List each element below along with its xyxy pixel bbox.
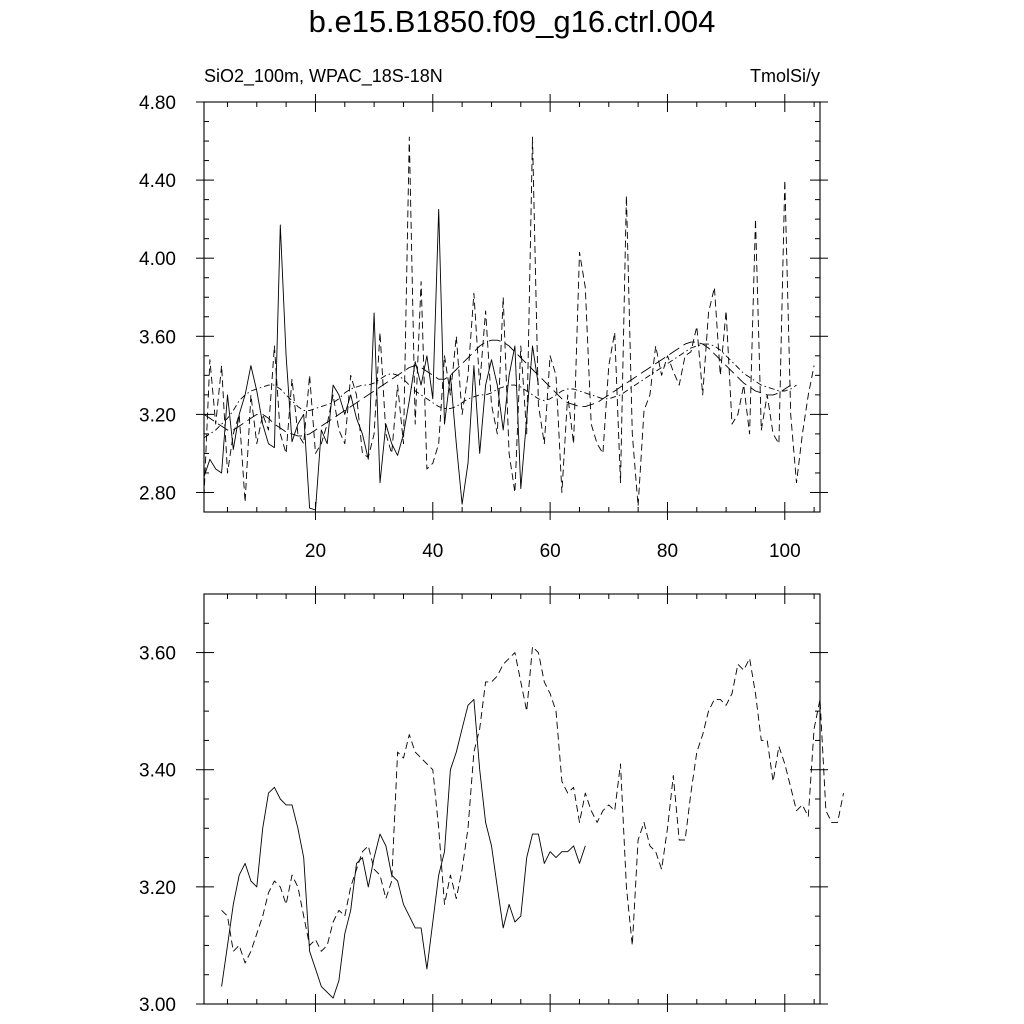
plot-frame (204, 102, 820, 512)
y-tick-label: 4.40 (139, 171, 176, 193)
x-tick-label: 80 (656, 541, 679, 562)
chart-title: b.e15.B1850.f09_g16.ctrl.004 (308, 4, 716, 39)
x-tick-label: 40 (422, 541, 444, 562)
y-tick-label: 4.00 (139, 249, 176, 271)
top-panel (139, 66, 828, 562)
series-line-solid (204, 209, 538, 510)
y-tick-label: 3.00 (139, 995, 176, 1016)
y-tick-label: 4.80 (139, 93, 176, 114)
series-line-solid (222, 699, 586, 998)
y-tick-label: 3.20 (139, 877, 176, 899)
variable-label: SiO2_100m, WPAC_18S-18N (204, 66, 443, 86)
units-label: TmolSi/y (749, 66, 820, 86)
y-tick-label: 2.80 (139, 483, 176, 505)
series-line-dashed (222, 647, 844, 963)
y-tick-label: 3.40 (139, 760, 176, 782)
y-tick-label: 3.60 (139, 327, 176, 349)
y-tick-label: 3.60 (139, 643, 176, 665)
bottom-panel (139, 586, 843, 1016)
series-line-dashed (204, 137, 814, 506)
x-tick-label: 100 (768, 541, 801, 562)
y-tick-label: 3.20 (139, 405, 176, 427)
x-tick-label: 20 (304, 541, 327, 562)
x-tick-label: 60 (539, 541, 561, 562)
